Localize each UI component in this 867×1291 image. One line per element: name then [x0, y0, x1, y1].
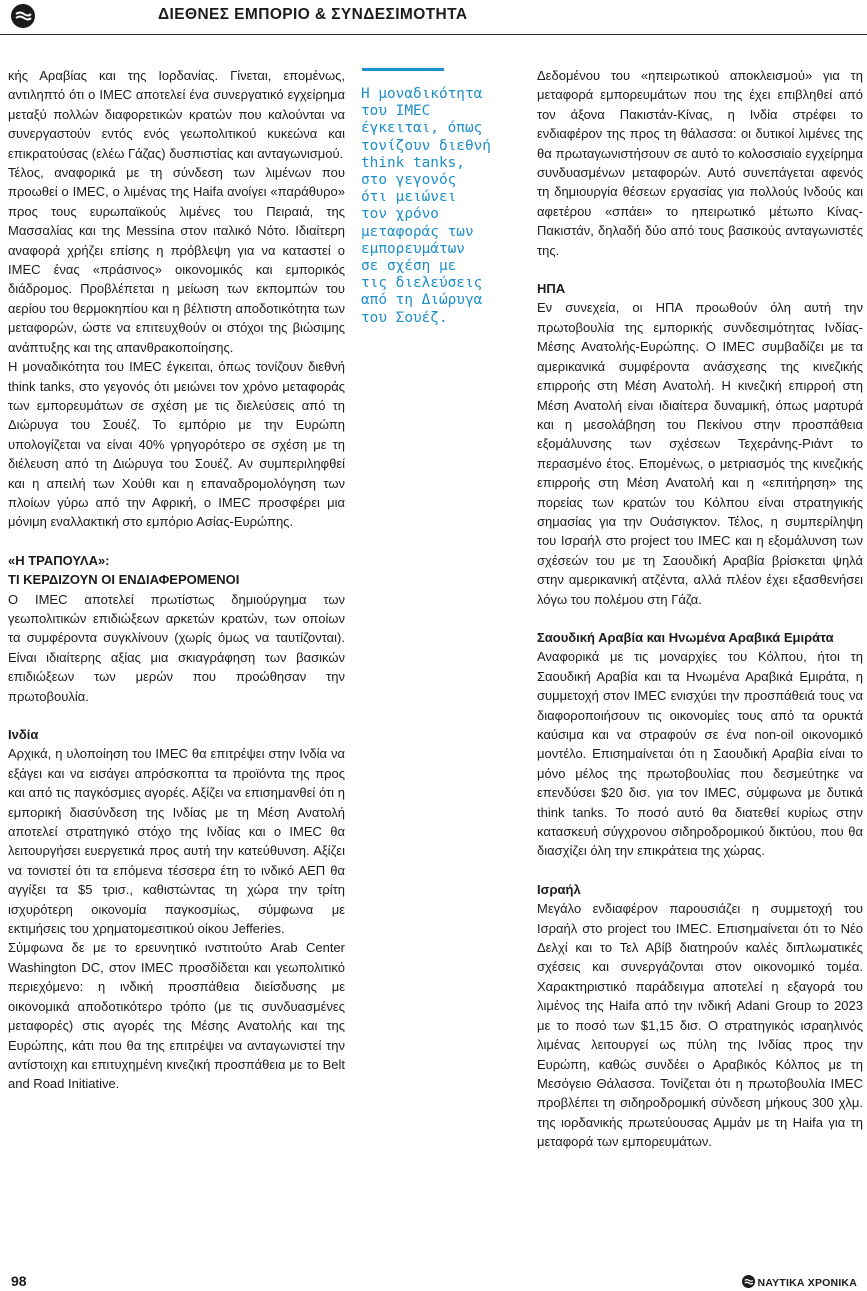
section-title: ΔΙΕΘΝΕΣ ΕΜΠΟΡΙΟ & ΣΥΝΔΕΣΙΜΟΤΗΤΑ: [158, 6, 468, 23]
paragraph: Αρχικά, η υλοποίηση του IMEC θα επιτρέψει στην Ινδία να εξάγει και να εισάγει απρόσκοπτα τα προϊόντα της προς και από τις παγκόσμιες αγορές. Αξίζει να επισημανθεί ότι η εμπορική διασύνδεση της Ινδίας με τη Μέση Ανατολή αποτελεί στρατηγικό στόχο της Ινδίας και ο IMEC θα λειτουργήσει ευεργετικά προς αυτή την κατεύθυνση. Αξίζει να τονιστεί ότι τα επόμενα τέσσερα έτη το ινδικό ΑΕΠ θα αγγίξει τα $5 τρισ., καθιστώντας τη χώρα την τρίτη ισχυρότερη οικονομία παγκοσμίως, σύμφωνα με εκτιμήσεις του χρηματομεσιτικού οίκου Jefferies.: [8, 746, 345, 937]
page-number: 98: [11, 1273, 27, 1289]
section-heading: ΤΙ ΚΕΡΔΙΖΟΥΝ ΟΙ ΕΝΔΙΑΦΕΡΟΜΕΝΟΙ: [8, 572, 240, 588]
paragraph: Σύμφωνα δε με το ερευνητικό ινστιτούτο Arab Center Washington DC, στον IMEC προσδίδεται και γεωπολιτικό περιεχόμενο: η ινδική προσπάθεια διείσδυσης με οικονομικά αποδοτικότερο τρόπο (με τις συνδυασμένες μεταφορές) στις αγορές της Μέσης Ανατολής και της Ευρώπης, κάτι που θα της επιτρέψει να ανταγωνιστεί την αντίστοιχη και επιτυχημένη κινεζική προσπάθεια με το Belt and Road Initiative.: [8, 940, 345, 1092]
paragraph: Μεγάλο ενδιαφέρον παρουσιάζει η συμμετοχή του Ισραήλ στο project του IMEC. Επισημαίνεται ότι το Νέο Δελχί και το Τελ Αβίβ διατηρούν καλές διπλωματικές σχέσεις και συνεργάζονται στον οικονομικό τομέα. Χαρακτηριστικό παράδειγμα αποτελεί η εξαγορά του λιμένος της Haifa από την ινδική Adani Group το 2023 με το ποσό των $1,15 δισ. Ο στρατηγικός ισραηλινός λιμένας λειτουργεί ως πύλη της Ινδίας προς την Ευρώπη, καθώς συνδέει ο Αραβικός Κόλπος με τη Μεσόγειο Θάλασσα. Τονίζεται ότι η πρωτοβουλία IMEC προβλέπει τη σιδηροδρομική σύνδεση μήκους 300 χλμ. της ιορδανικής πρωτεύουσας Αμμάν με τη Haifa για τη μεταφορά των εμπορευμάτων.: [537, 901, 863, 1150]
paragraph: Δεδομένου του «ηπειρωτικού αποκλεισμού» για τη μεταφορά εμπορευμάτων που της έχει επιβληθεί από τον άξονα Πακιστάν-Κίνας, η Ινδία στρέφει το ενδιαφέρον της προς τη θάλασσα: οι δυτικοί λιμένες της θα πρωταγωνιστήσουν σε αυτό το κολοσσιαίο εγχείρημα συνδυασμένων μεταφορών. Αυτό συνεπάγεται αφενός τη δημιουργία θέσεων εργασίας για πολλούς Ινδούς και αφετέρου «σπάει» το ηπειρωτικό μέτωπο Κίνας-Πακιστάν, δηλαδή δύο από τους βασικούς ανταγωνιστές της.: [537, 68, 863, 258]
subsection-heading-usa: ΗΠΑ: [537, 281, 566, 297]
subsection-heading-india: Ινδία: [8, 727, 39, 742]
brand-name: ΝΑΥΤΙΚΑ ΧΡΟΝΙΚΑ: [757, 1277, 857, 1289]
subsection-heading-israel: Ισραήλ: [537, 881, 581, 897]
paragraph: Ο IMEC αποτελεί πρωτίστως δημιούργημα των γεωπολιτικών επιδιώξεων αρκετών κρατών, των οποίων τα συμφέροντα συγκλίνουν (χωρίς όμως να ταυτίζονται). Είναι ιδιαίτερης αξίας μια σκιαγράφηση των βασικών επιδιώξεων των μερών που προώθησαν την πρωτοβουλία.: [8, 591, 345, 704]
article-column-right: [537, 66, 863, 1152]
pullquote: Η μοναδικότητα του IMEC έγκειται, όπως τονίζουν διεθνή think tanks, στο γεγονός ότι μειώνει τον χρόνο μεταφοράς των εμπορευμάτων σε σχέση με τις διελεύσεις από τη Διώρυγα του Σουέζ.: [361, 86, 491, 326]
wave-circle-icon: [11, 4, 35, 28]
section-heading: «Η ΤΡΑΠΟΥΛΑ»:: [8, 552, 110, 568]
paragraph: Η μοναδικότητα του IMEC έγκειται, όπως τονίζουν διεθνή think tanks, στο γεγονός ότι μειώνει τον χρόνο μεταφοράς των εμπορευμάτων σε σχέση με τις διελεύσεις από τη Διώρυγα του Σουέζ. Το εμπόριο με την Ευρώπη υπολογίζεται να είναι 40% γρηγορότερο σε σχέση με τη διέλευση από τη Διώρυγα του Σουέζ. Αν συμπεριληφθεί και η απειλή των Χούθι και η επαναδρομολόγηση των πλοίων γύρω από την Αφρική, ο IMEC προσφέρει μια μόνιμη εναλλακτική στο εμπόριο Ασίας-Ευρώπης.: [8, 359, 345, 530]
paragraph: Εν συνεχεία, οι ΗΠΑ προωθούν όλη αυτή την πρωτοβουλία της εμπορικής συνδεσιμότητας Ινδίας-Μέσης Ανατολής-Ευρώπης. Ο IMEC συμβαδίζει με τα αμερικανικά συμφέροντα ανάσχεσης της κινεζικής επιρροής στη Μέση Ανατολή. Η κινεζική επιρροή στη Μέση Ανατολή είναι ιδιαίτερα δυναμική, όπως μαρτυρά και η μεσολάβηση του Πεκίνου στην προσπάθεια εξομάλυνσης των σχέσεων Τεχεράνης-Ριάντ το περασμένο έτος. Επομένως, ο μετριασμός της κινεζικής επιρροής στη Μέση Ανατολή και η «επιτήρηση» της πορείας των κρατών του Κόλπου είναι στρατηγικής σημασίας για την Ουάσιγκτον. Τέλος, η συμπερίληψη του Ισραήλ στο project του IMEC και η εξομάλυνση των σχέσεών του με τη Σαουδική Αραβία βρίσκεται ψηλά στην αμερικανική ατζέντα, αλλά πλέον έχει εξασθενήσει λόγω του πολέμου στη Γάζα.: [537, 300, 863, 607]
paragraph: Τέλος, αναφορικά με τη σύνδεση των λιμένων που προωθεί ο IMEC, ο λιμένας της Haifa ανοίγει «παράθυρο» προς τους ευρωπαϊκούς λιμένες του Πειραιά, της Μασσαλίας και της Messina στον ιταλικό Νότο. Ιδιαίτερη αναφορά χρήζει επίσης η πρόβλεψη για να καταστεί ο IMEC ένας «πράσινος» οικονομικός και εμπορικός διάδρομος. Προβλέπεται η μείωση των εκπομπών του αερίου του θερμοκηπίου και η βέλτιστη αποδοτικότητα των μεταφορών, ώστε να επιτευχθούν οι στόχοι της βιώσιμης ανάπτυξης και της απανθρακοποίησης.: [8, 165, 345, 355]
paragraph: κής Αραβίας και της Ιορδανίας. Γίνεται, επομένως, αντιληπτό ότι ο IMEC αποτελεί ένα συνεργατικό εγχείρημα μεταξύ πολλών διαφορετικών κρατών που καλούνται να συνεργαστούν εντός ενός γεωπολιτικού κυκεώνα και επικρατούσας (ελέω Γάζας) δυσπιστίας και ανταγωνισμού.: [8, 68, 345, 161]
article-column-left: [8, 66, 345, 1094]
page-header: [0, 0, 867, 35]
pullquote-accent-bar: [362, 68, 444, 71]
wave-circle-icon: [742, 1275, 755, 1288]
paragraph: Αναφορικά με τις μοναρχίες του Κόλπου, ήτοι τη Σαουδική Αραβία και τα Ηνωμένα Αραβικά Εμιράτα, η συμμετοχή στον IMEC ενισχύει την προσπάθειά τους να διαφοροποιήσουν τις οικονομίες τους από τα ορυκτά καύσιμα και να στραφούν σε ένα non-oil οικονομικό μοντέλο. Επισημαίνεται ότι η Σαουδική Αραβία είναι το μόνο μέλος της πρωτοβουλίας που δεσμεύτηκε να επενδύσει $20 δισ. για τον IMEC, σύμφωνα με δυτικά think tanks. Το ποσό αυτό θα διατεθεί κυρίως στην κατασκευή σύγχρονου σιδηροδρομικού δικτύου, που θα διασχίζει όλη την επικράτεια της χώρας.: [537, 649, 863, 859]
footer-brand: [742, 1275, 857, 1289]
subsection-heading-saudi-uae: Σαουδική Αραβία και Ηνωμένα Αραβικά Εμιράτα: [537, 629, 834, 645]
